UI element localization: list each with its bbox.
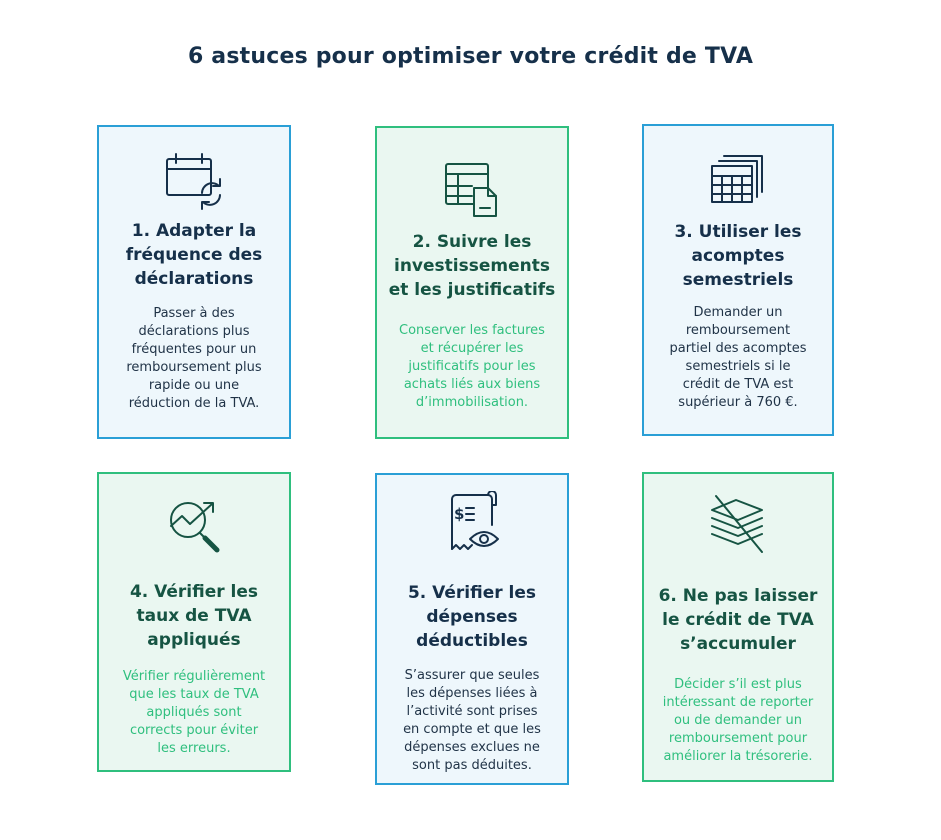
tip-text: achats liés aux biens bbox=[403, 377, 541, 392]
tip-text: supérieur à 760 €. bbox=[678, 395, 798, 410]
tip-text: les dépenses liées à bbox=[406, 686, 538, 701]
tip-card-5 bbox=[375, 473, 569, 785]
tip-heading: 6. Ne pas laisser bbox=[658, 586, 818, 606]
tip-text: en compte et que les bbox=[403, 722, 541, 737]
tip-heading: 1. Adapter la bbox=[131, 221, 257, 241]
tip-card-2 bbox=[375, 126, 569, 439]
tip-card-4 bbox=[97, 472, 291, 772]
tip-heading: et les justificatifs bbox=[388, 280, 556, 300]
tip-text: remboursement pour bbox=[668, 731, 808, 746]
tip-heading: dépenses bbox=[426, 607, 518, 627]
tip-heading: 2. Suivre les bbox=[412, 232, 532, 252]
tip-heading: semestriels bbox=[682, 270, 794, 290]
tip-heading: le crédit de TVA bbox=[662, 610, 814, 630]
tip-text: appliqués sont bbox=[146, 705, 242, 720]
tip-heading: s’accumuler bbox=[680, 634, 796, 654]
crossed-stack-icon bbox=[706, 492, 770, 556]
tip-text: que les taux de TVA bbox=[129, 687, 259, 702]
svg-text:$: $ bbox=[454, 505, 465, 523]
tip-heading: appliqués bbox=[147, 630, 241, 650]
tip-text: ou de demander un bbox=[673, 713, 803, 728]
tip-text: et récupérer les bbox=[420, 341, 524, 356]
tip-card-6 bbox=[642, 472, 834, 782]
tip-heading: 5. Vérifier les bbox=[407, 583, 537, 603]
tip-card-1 bbox=[97, 125, 291, 439]
tip-text: justificatifs pour les bbox=[408, 359, 536, 374]
stacked-tables-icon bbox=[706, 148, 770, 212]
tip-text: rapide ou une bbox=[148, 378, 240, 393]
tip-text: Passer à des bbox=[153, 306, 235, 321]
tip-text: dépenses exclues ne bbox=[404, 740, 540, 755]
tip-text: d’immobilisation. bbox=[415, 395, 529, 410]
tip-text: Décider s’il est plus bbox=[674, 677, 802, 692]
tip-text: sont pas déduites. bbox=[412, 758, 532, 773]
tip-text: réduction de la TVA. bbox=[128, 396, 260, 411]
tip-text: fréquentes pour un bbox=[131, 342, 257, 357]
tip-text: l’activité sont prises bbox=[406, 704, 538, 719]
tip-heading: déclarations bbox=[134, 269, 254, 289]
tip-text: partiel des acomptes bbox=[669, 341, 807, 356]
tip-card-3 bbox=[642, 124, 834, 436]
tip-heading: acomptes bbox=[691, 246, 785, 266]
tip-heading: taux de TVA bbox=[136, 606, 252, 626]
tip-text: crédit de TVA est bbox=[682, 377, 794, 392]
tip-text: les erreurs. bbox=[157, 741, 231, 756]
tip-text: Vérifier régulièrement bbox=[122, 669, 266, 684]
tip-text: déclarations plus bbox=[138, 324, 250, 339]
tip-text: remboursement bbox=[685, 323, 791, 338]
spreadsheet-document-icon bbox=[440, 158, 504, 222]
tip-text: corrects pour éviter bbox=[129, 723, 259, 738]
tip-text: semestriels si le bbox=[685, 359, 791, 374]
magnifier-chart-icon bbox=[162, 492, 226, 556]
tip-text: intéressant de reporter bbox=[662, 695, 814, 710]
tip-text: S’assurer que seules bbox=[404, 668, 540, 683]
tip-text: améliorer la trésorerie. bbox=[663, 749, 813, 764]
tip-heading: 4. Vérifier les bbox=[129, 582, 259, 602]
receipt-eye-icon bbox=[440, 491, 504, 555]
tip-text: Demander un bbox=[693, 305, 783, 320]
page-title: 6 astuces pour optimiser votre crédit de TVA bbox=[187, 44, 754, 69]
tip-heading: investissements bbox=[394, 256, 550, 276]
tip-text: remboursement plus bbox=[126, 360, 262, 375]
tip-text: Conserver les factures bbox=[399, 323, 545, 338]
calendar-refresh-icon bbox=[162, 149, 226, 213]
tip-heading: 3. Utiliser les bbox=[674, 222, 802, 242]
tip-heading: déductibles bbox=[416, 631, 528, 651]
tip-heading: fréquence des bbox=[125, 245, 263, 265]
